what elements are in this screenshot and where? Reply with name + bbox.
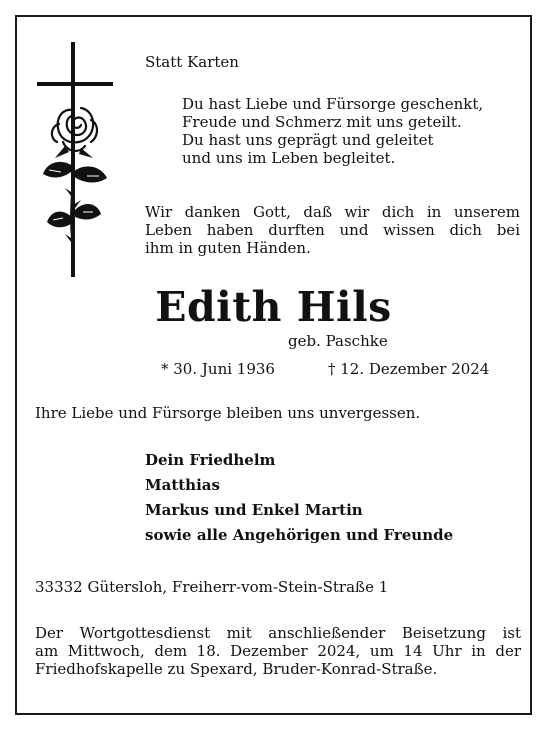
thanks-line: ihm in guten Händen. <box>145 239 311 257</box>
mourner-line: Matthias <box>145 476 220 494</box>
maiden-name: geb. Paschke <box>288 332 388 350</box>
mourner-line: Dein Friedhelm <box>145 451 276 469</box>
service-line: Friedhofskapelle zu Spexard, Bruder-Konrad-Straße. <box>35 660 438 678</box>
poem-line: und uns im Leben begleitet. <box>182 149 396 167</box>
mourner-line: sowie alle Angehörigen und Freunde <box>145 526 454 544</box>
obituary-notice <box>15 15 532 715</box>
cross-with-rose-icon <box>35 42 125 280</box>
poem <box>182 95 483 167</box>
poem-line: Du hast Liebe und Fürsorge geschenkt, <box>182 95 484 113</box>
thanks-line: Leben haben durften und wissen dich bei <box>145 221 520 239</box>
remembrance-text: Ihre Liebe und Fürsorge bleiben uns unvergessen. <box>35 404 421 422</box>
mourners-list <box>145 448 453 548</box>
heading-statt-karten: Statt Karten <box>145 53 239 71</box>
service-info <box>35 624 521 678</box>
service-line: am Mittwoch, dem 18. Dezember 2024, um 14 Uhr in der <box>35 642 521 660</box>
mourner-line: Markus und Enkel Martin <box>145 501 363 519</box>
thanks-line: Wir danken Gott, daß wir dich in unserem <box>145 203 520 221</box>
thanks-paragraph <box>145 203 520 257</box>
poem-line: Du hast uns geprägt und geleitet <box>182 131 434 149</box>
service-line: Der Wortgottesdienst mit anschließender Beisetzung ist <box>35 624 521 642</box>
deceased-name: Edith Hils <box>155 283 392 331</box>
address: 33332 Gütersloh, Freiherr-vom-Stein-Straße 1 <box>35 578 389 596</box>
death-date: † 12. Dezember 2024 <box>328 360 490 378</box>
poem-line: Freude und Schmerz mit uns geteilt. <box>182 113 462 131</box>
birth-date: * 30. Juni 1936 <box>161 360 275 378</box>
